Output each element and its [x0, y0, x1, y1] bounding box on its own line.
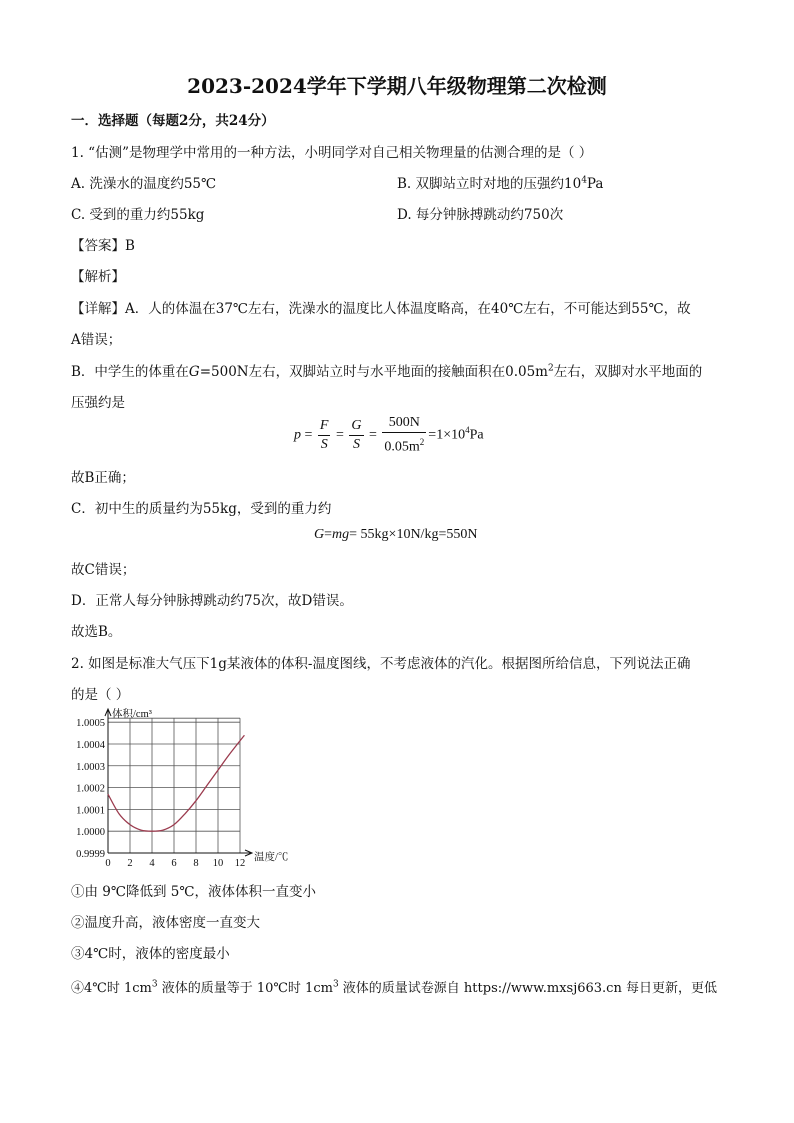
x-axis-label: 温度/℃	[254, 852, 289, 863]
detail-line-3b: 故C错误；	[71, 562, 136, 578]
x-tick-label: 6	[171, 858, 177, 869]
x-tick-label: 0	[105, 858, 111, 869]
statement-4: ④4℃时 $1cm^3$ 液体的质量等于 10℃时 $1cm^3$ 液体的质量试卷源自 https://www.mxsj663.cn 每日更新，更低	[71, 979, 717, 996]
y-tick-label: 1.0004	[76, 739, 105, 751]
gravity-formula: G=mg= 55kg×10N/kg=550N	[314, 527, 478, 542]
y-tick-label: 1.0003	[76, 761, 105, 773]
detail-line-5: 故选B。	[71, 624, 122, 640]
volume-curve	[108, 735, 244, 831]
y-tick-label: 1.0002	[76, 783, 105, 795]
answer-label: 【答案】B	[71, 238, 135, 254]
x-tick-label: 12	[234, 858, 246, 869]
statement-1: ①由 9℃降低到 5℃，液体体积一直变小	[71, 884, 316, 900]
option-a: A. 洗澡水的温度约55℃	[71, 176, 217, 192]
analysis-label: 【解析】	[71, 269, 125, 285]
x-tick-label: 4	[149, 858, 155, 869]
y-tick-label: 1.0001	[76, 805, 105, 817]
section-heading: 一．选择题（每题2分，共24分）	[71, 113, 275, 129]
detail-line-1: 【详解】A．人的体温在37℃左右，洗澡水的温度比人体温度略高，在40℃左右，不可能达到55℃，故	[71, 301, 691, 317]
statement-3: ③4℃时，液体的密度最小	[71, 946, 230, 962]
detail-line-2: B．中学生的体重在G=500N左右，双脚站立时与水平地面的接触面积在$0.05m^2$左右，双脚对水平地面的	[71, 363, 703, 380]
chart-axes	[105, 709, 252, 856]
question-2-stem: 2. 如图是标准大气压下1g某液体的体积-温度图线，不考虑液体的汽化。根据图所给信息，下列说法正确	[71, 656, 691, 672]
option-d: D. 每分钟脉搏跳动约750次	[397, 207, 564, 223]
detail-line-2c: 故B正确；	[71, 470, 135, 486]
y-tick-label: 0.9999	[76, 849, 105, 860]
chart-grid	[108, 718, 240, 853]
page-title: 2023-2024学年下学期八年级物理第二次检测	[187, 74, 607, 98]
question-1-stem: 1. “估测”是物理学中常用的一种方法，小明同学对自己相关物理量的估测合理的是（ ）	[71, 145, 593, 161]
x-tick-label: 2	[127, 858, 133, 869]
x-tick-label: 10	[212, 858, 224, 869]
pressure-formula: p = $\frac{F}{S}$ = $\frac{G}{S}$ = $\frac{500N}{0.05m^2}$ $=1\times 10^4Pa$	[294, 415, 484, 455]
detail-line-4: D．正常人每分钟脉搏跳动约75次，故D错误。	[71, 593, 353, 609]
detail-line-2b: 压强约是	[71, 395, 125, 411]
y-tick-label: 1.0005	[76, 718, 105, 730]
y-tick-label: 1.0000	[76, 827, 105, 839]
option-c: C. 受到的重力约55kg	[71, 207, 205, 223]
volume-temperature-chart	[66, 702, 306, 870]
statement-2: ②温度升高，液体密度一直变大	[71, 915, 260, 931]
x-tick-label: 8	[193, 858, 199, 869]
option-b: B. 双脚站立时对地的压强约$10^4Pa$	[397, 175, 604, 192]
detail-line-1b: A错误；	[71, 332, 122, 348]
question-2-stem-b: 的是（ ）	[71, 687, 130, 703]
y-axis-label: 体积/cm³	[112, 709, 152, 720]
detail-line-3: C．初中生的质量约为55kg，受到的重力约	[71, 501, 332, 517]
